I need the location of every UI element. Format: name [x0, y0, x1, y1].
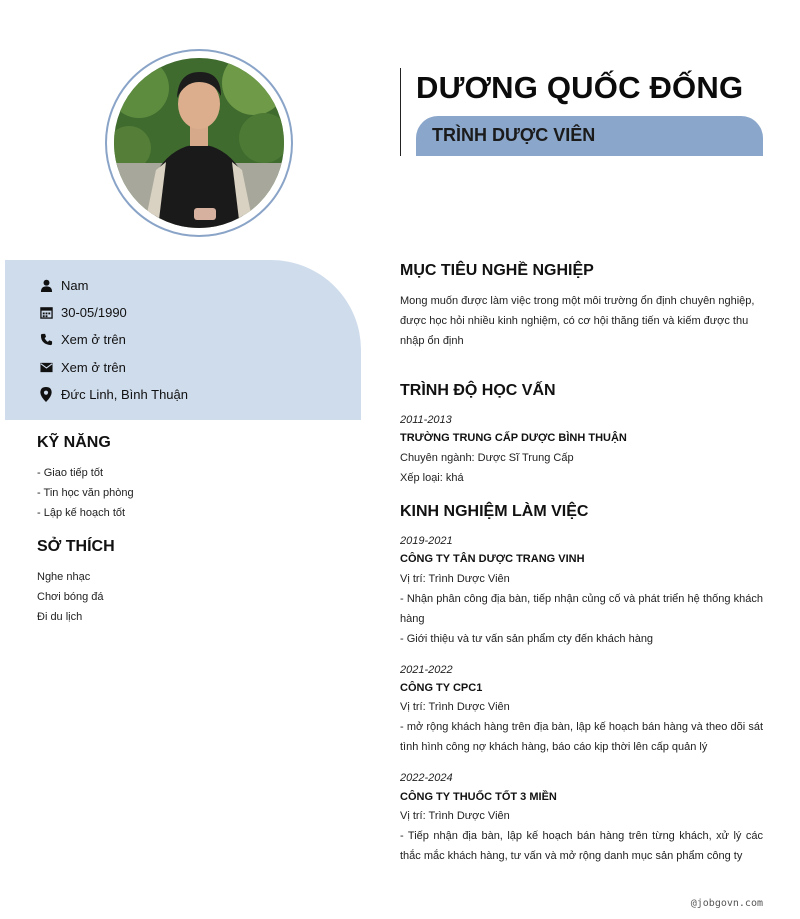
- site-watermark: @jobgovn.com: [690, 898, 763, 909]
- job-period: 2019-2021: [400, 535, 453, 547]
- education-major: Chuyên ngành: Dược Sĩ Trung Cấp: [400, 452, 574, 464]
- skill-item: - Giao tiếp tốt: [37, 467, 104, 479]
- job-period: 2022-2024: [400, 772, 453, 784]
- phone-icon: [38, 331, 54, 347]
- job-period: 2021-2022: [400, 664, 453, 676]
- education-grade: Xếp loại: khá: [400, 472, 464, 484]
- person-icon: [38, 277, 54, 293]
- skill-item: - Tin học văn phòng: [37, 487, 134, 499]
- location-pin-icon: [38, 386, 54, 402]
- profile-photo: [114, 58, 284, 228]
- candidate-name: DƯƠNG QUỐC ĐỐNG: [416, 70, 744, 105]
- hobby-item: Đi du lịch: [37, 611, 83, 623]
- contact-birthday: [38, 302, 127, 322]
- name-divider: [400, 68, 401, 156]
- job-position: Vị trí: Trình Dược Viên: [400, 701, 510, 713]
- contact-address: [38, 384, 188, 404]
- education-heading: TRÌNH ĐỘ HỌC VẤN: [400, 382, 556, 399]
- job-company: CÔNG TY THUỐC TỐT 3 MIỀN: [400, 791, 557, 803]
- contact-email: [38, 357, 126, 377]
- job-position: Vị trí: Trình Dược Viên: [400, 810, 510, 822]
- hobby-item: Nghe nhạc: [37, 571, 91, 583]
- email-icon: [38, 359, 54, 375]
- contact-gender: [38, 275, 88, 295]
- email-text: Xem ở trên: [61, 359, 126, 375]
- job-detail: - mở rộng khách hàng trên địa bàn, lập kế hoạch bán hàng và theo dõi sát tình hình công nợ khách hàng, báo cáo kịp thời lên cấp quản lý: [400, 721, 763, 753]
- job-detail: - Tiếp nhận địa bàn, lập kế hoạch bán hàng trên từng khách, xử lý các thắc mắc khách hàng, tư vấn và mở rộng danh mục sản phẩm công ty: [400, 830, 763, 862]
- job-detail: - Giới thiệu và tư vấn sản phẩm cty đến khách hàng: [400, 633, 654, 645]
- gender-text: Nam: [61, 277, 89, 293]
- skills-heading: KỸ NĂNG: [37, 434, 111, 451]
- job-company: CÔNG TY CPC1: [400, 682, 483, 694]
- hobbies-heading: SỞ THÍCH: [37, 538, 115, 555]
- phone-text: Xem ở trên: [61, 331, 126, 347]
- contact-phone: [38, 329, 126, 349]
- skill-item: - Lập kế hoạch tốt: [37, 507, 126, 519]
- candidate-role: TRÌNH DƯỢC VIÊN: [432, 125, 596, 145]
- experience-heading: KINH NGHIỆM LÀM VIỆC: [400, 503, 589, 520]
- job-company: CÔNG TY TÂN DƯỢC TRANG VINH: [400, 553, 585, 565]
- education-period: 2011-2013: [400, 414, 452, 426]
- objective-text: Mong muốn được làm việc trong một môi trường ổn định chuyên nghiệp, được học hỏi nhiều kinh nghiệm, có cơ hội thăng tiến và kiếm được thu nhập ổn định: [400, 295, 755, 347]
- calendar-icon: [38, 304, 54, 320]
- objective-heading: MỤC TIÊU NGHỀ NGHIỆP: [400, 262, 594, 279]
- hobby-item: Chơi bóng đá: [37, 591, 104, 603]
- job-detail: - Nhận phân công địa bàn, tiếp nhận củng cố và phát triển hệ thống khách hàng: [400, 593, 763, 625]
- job-position: Vị trí: Trình Dược Viên: [400, 573, 510, 585]
- address-text: Đức Linh, Bình Thuận: [61, 386, 188, 402]
- birthday-text: 30-05/1990: [61, 304, 127, 320]
- school-name: TRƯỜNG TRUNG CẤP DƯỢC BÌNH THUẬN: [400, 432, 627, 444]
- profile-photo-frame: [105, 49, 293, 237]
